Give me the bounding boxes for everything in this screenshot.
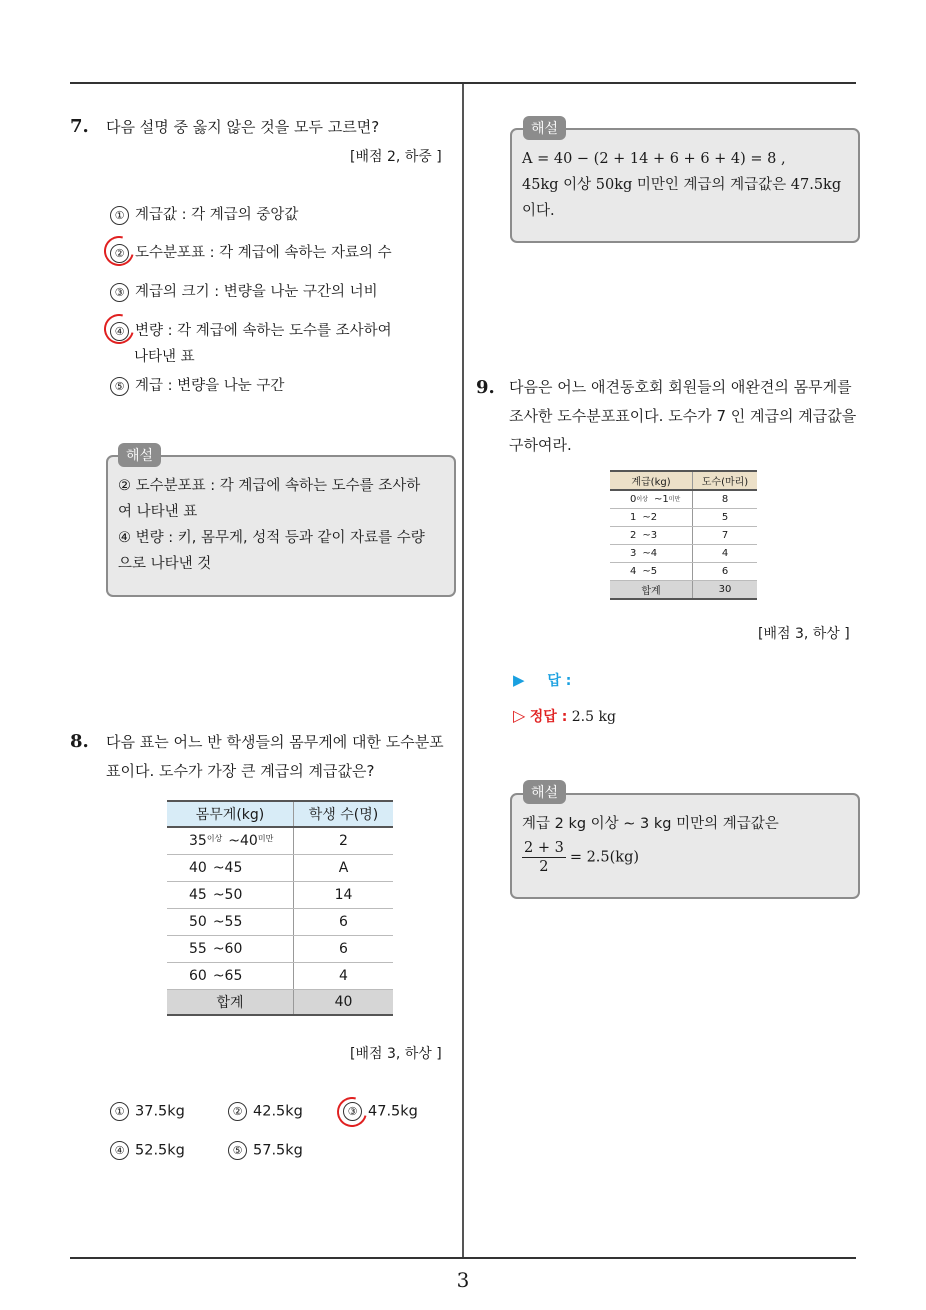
- correct-answer-value: 2.5 kg: [571, 709, 616, 725]
- fraction-numerator: 2 + 3: [524, 840, 564, 856]
- class-cell: [167, 935, 294, 962]
- explanation-line: A = 40 − (2 + 14 + 6 + 6 + 4) = 8 ,: [522, 151, 786, 167]
- choice-mark: ③: [343, 1102, 362, 1121]
- class-end: ~45: [212, 859, 243, 876]
- explanation-line: ④ 변량 : 키, 몸무게, 성적 등과 같이 자료를 수량: [118, 530, 425, 546]
- choice-text: 도수분포표 : 각 계급에 속하는 자료의 수: [135, 245, 392, 261]
- q7-text: 다음 설명 중 옳지 않은 것을 모두 고르면?: [106, 118, 380, 136]
- class-start: 55: [189, 940, 207, 957]
- red-check-mark: [332, 1092, 373, 1133]
- choice-text: 47.5kg: [368, 1103, 418, 1120]
- q9-explanation-title: 해설: [523, 780, 566, 804]
- class-cell: [167, 854, 294, 881]
- class-start: 45: [189, 886, 207, 903]
- table-row: [167, 881, 393, 908]
- frequency-cell: 6: [693, 562, 758, 580]
- explanation-line: 으로 나타낸 것: [118, 556, 212, 572]
- class-start: 50: [189, 913, 207, 930]
- frequency-cell: 6: [294, 908, 394, 935]
- class-start: 40: [189, 859, 207, 876]
- q9-frequency-table: [610, 470, 757, 600]
- choice-text: 42.5kg: [253, 1103, 303, 1120]
- class-cell: [610, 490, 693, 508]
- q9-text-line: 구하여라.: [509, 436, 572, 454]
- class-start: 60: [189, 967, 207, 984]
- class-end: ~3: [642, 529, 658, 541]
- choice-mark: ①: [110, 1102, 129, 1121]
- header-cell: 몸무게(kg): [167, 801, 294, 827]
- choice-mark: ③: [110, 283, 129, 302]
- class-cell: [167, 827, 294, 854]
- q8-choice-4[interactable]: [110, 1141, 185, 1160]
- header-cell: 도수(마리): [693, 471, 758, 490]
- table-row: [610, 490, 757, 508]
- q9-text-line: 조사한 도수분포표이다. 도수가 7 인 계급의 계급값을: [509, 407, 857, 425]
- table-header-row: [610, 471, 757, 490]
- table-row: [167, 827, 393, 854]
- q8-choice-1[interactable]: [110, 1102, 185, 1121]
- q7-choice-4[interactable]: [110, 319, 392, 341]
- choice-text: 37.5kg: [135, 1103, 185, 1120]
- explanation-line: ② 도수분포표 : 각 계급에 속하는 도수를 조사하: [118, 478, 421, 494]
- table-header-row: [167, 801, 393, 827]
- q7-explanation-title: 해설: [118, 443, 161, 467]
- q7-choice-2[interactable]: [110, 241, 392, 263]
- table-row: [167, 962, 393, 989]
- class-end-suffix: 미만: [668, 495, 681, 503]
- explanation-line: 계급 2 kg 이상 ∼ 3 kg 미만의 계급값은: [522, 816, 779, 832]
- class-cell: [610, 526, 693, 544]
- class-end: ~1: [653, 493, 669, 505]
- play-arrow-icon: ▶: [513, 671, 525, 689]
- header-cell: 계급(kg): [610, 471, 693, 490]
- choice-text: 계급값 : 각 계급의 중앙값: [135, 207, 299, 223]
- table-row: [610, 562, 757, 580]
- choice-mark: ⑤: [228, 1141, 247, 1160]
- fraction: [522, 839, 566, 876]
- page-number: 3: [456, 1268, 470, 1292]
- q8-number: 8.: [70, 731, 89, 752]
- q8-score: [배점 3, 하상 ]: [350, 1046, 442, 1062]
- q9-correct-answer-row: [513, 706, 616, 726]
- table-row: [167, 935, 393, 962]
- choice-mark: ②: [110, 244, 129, 263]
- class-end: ~50: [212, 886, 243, 903]
- q7-choice-1[interactable]: [110, 203, 298, 225]
- class-start-suffix: 이상: [206, 833, 223, 843]
- total-label: 합계: [167, 989, 294, 1015]
- choice-mark: ④: [110, 322, 129, 341]
- choice-mark: ①: [110, 206, 129, 225]
- correct-answer-label: 정답 :: [529, 709, 568, 725]
- class-start-suffix: 이상: [636, 495, 648, 503]
- q8-text-line2: 표이다. 도수가 가장 큰 계급의 계급값은?: [106, 762, 375, 780]
- header-cell: 학생 수(명): [294, 801, 394, 827]
- choice-mark: ②: [228, 1102, 247, 1121]
- class-start: 4: [630, 565, 637, 577]
- table-row: [610, 526, 757, 544]
- total-value: 30: [693, 580, 758, 599]
- class-end: ~2: [642, 511, 658, 523]
- class-end: ~55: [212, 913, 243, 930]
- q7-score: [배점 2, 하중 ]: [350, 149, 442, 165]
- class-cell: [167, 962, 294, 989]
- q7-choice-3[interactable]: [110, 280, 378, 302]
- choice-mark: ④: [110, 1141, 129, 1160]
- q9-text-line: 다음은 어느 애견동호회 회원들의 애완견의 몸무게를: [509, 378, 852, 396]
- formula-result: = 2.5(kg): [569, 849, 640, 866]
- class-end: ~5: [642, 565, 658, 577]
- q7-choice-5[interactable]: [110, 374, 284, 396]
- class-cell: [167, 881, 294, 908]
- class-cell: [610, 508, 693, 526]
- frequency-cell: A: [294, 854, 394, 881]
- explanation-formula: [522, 839, 852, 876]
- choice-text: 57.5kg: [253, 1142, 303, 1159]
- choice-text: 계급 : 변량을 나눈 구간: [135, 378, 285, 394]
- q8-choice-2[interactable]: [228, 1102, 303, 1121]
- class-start: 3: [630, 547, 637, 559]
- explanation-line: 이다.: [522, 203, 555, 219]
- class-cell: [167, 908, 294, 935]
- class-start: 0: [630, 493, 637, 505]
- class-end: ~65: [212, 967, 243, 984]
- class-start: 35: [189, 832, 207, 849]
- frequency-cell: 8: [693, 490, 758, 508]
- class-end: ~4: [642, 547, 658, 559]
- frequency-cell: 7: [693, 526, 758, 544]
- table-row: [167, 854, 393, 881]
- class-cell: [610, 562, 693, 580]
- q8-text-line1: 다음 표는 어느 반 학생들의 몸무게에 대한 도수분포: [106, 733, 444, 751]
- frequency-cell: 6: [294, 935, 394, 962]
- red-check-mark: [99, 231, 140, 272]
- q9-score: [배점 3, 하상 ]: [758, 626, 850, 642]
- class-start: 1: [630, 511, 637, 523]
- choice-text: 변량 : 각 계급에 속하는 도수를 조사하여: [135, 323, 392, 339]
- q8-explanation-body: [522, 146, 852, 224]
- frequency-cell: 2: [294, 827, 394, 854]
- class-end-suffix: 미만: [257, 833, 274, 843]
- choice-text: 계급의 크기 : 변량을 나눈 구간의 너비: [135, 284, 378, 300]
- bottom-rule: [70, 1257, 856, 1259]
- q8-choice-5[interactable]: [228, 1141, 303, 1160]
- q9-explanation-body: [522, 811, 852, 876]
- q8-frequency-table: [167, 800, 393, 1016]
- frequency-cell: 5: [693, 508, 758, 526]
- class-end: ~40: [228, 832, 258, 849]
- q9-answer-row: [513, 670, 571, 690]
- outline-arrow-icon: ▷: [513, 706, 526, 725]
- table-row: [610, 544, 757, 562]
- column-divider: [462, 84, 464, 1257]
- table-total-row: [167, 989, 393, 1015]
- frequency-cell: 14: [294, 881, 394, 908]
- answer-label: 답 :: [547, 673, 572, 689]
- table-row: [610, 508, 757, 526]
- table-total-row: [610, 580, 757, 599]
- q7-choice-4-line2: 나타낸 표: [134, 349, 195, 365]
- q9-number: 9.: [476, 377, 495, 398]
- explanation-line: 45kg 이상 50kg 미만인 계급의 계급값은 47.5kg: [522, 177, 842, 193]
- frequency-cell: 4: [294, 962, 394, 989]
- class-cell: [610, 544, 693, 562]
- explanation-line: 여 나타낸 표: [118, 504, 198, 520]
- q7-number: 7.: [70, 116, 89, 137]
- red-check-mark: [99, 309, 140, 350]
- total-label: 합계: [610, 580, 693, 599]
- q7-explanation-body: [118, 473, 448, 577]
- frequency-cell: 4: [693, 544, 758, 562]
- class-end: ~60: [212, 940, 243, 957]
- fraction-denominator: 2: [539, 859, 549, 875]
- q8-explanation-title: 해설: [523, 116, 566, 140]
- class-start: 2: [630, 529, 637, 541]
- table-row: [167, 908, 393, 935]
- choice-mark: ⑤: [110, 377, 129, 396]
- q9-text: [509, 373, 856, 460]
- choice-text: 52.5kg: [135, 1142, 185, 1159]
- total-value: 40: [294, 989, 394, 1015]
